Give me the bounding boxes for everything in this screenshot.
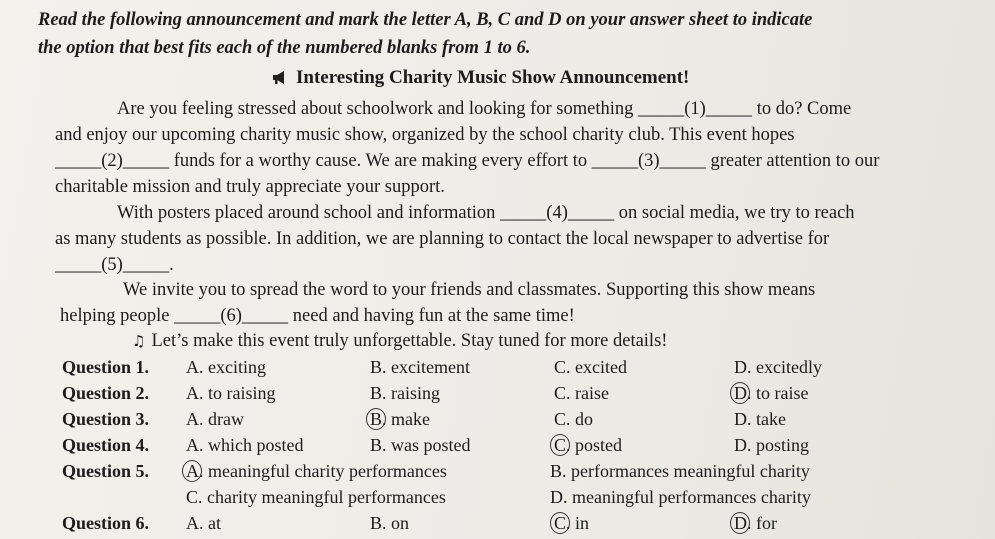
option-c[interactable]: C. do [554, 409, 594, 429]
answer-circle-mark [550, 434, 570, 456]
option-a[interactable]: A. to raising [186, 383, 276, 403]
option-c[interactable]: C. posted [554, 435, 623, 455]
p2-line-3 [55, 254, 174, 276]
p2-text-1a: With posters placed around school and information [117, 203, 496, 223]
megaphone-icon [272, 68, 286, 81]
option-a[interactable]: A. exciting [186, 357, 266, 377]
p1-text-1a: Are you feeling stressed about schoolwork and looking for something [117, 99, 634, 119]
option-c[interactable]: C. in [554, 513, 590, 533]
option-d[interactable]: D. excitedly [734, 357, 822, 377]
p3-text-2b: need and having fun at the same time! [292, 306, 575, 326]
p1-text-3a: funds for a worthy cause. We are making every effort to [173, 151, 588, 171]
music-notes-icon: ♫ [132, 332, 146, 350]
question-label: Question 5. [62, 461, 150, 481]
option-d[interactable]: D. to raise [734, 383, 809, 403]
blank-2: _____(2)_____ [55, 151, 170, 171]
option-d[interactable]: D. take [734, 409, 786, 429]
p1-line-1 [117, 98, 851, 120]
closing-line [132, 330, 667, 352]
p3-line-2 [60, 305, 575, 327]
blank-6: _____(6)_____ [174, 306, 289, 326]
announcement-title: Interesting Charity Music Show Announcement! [296, 67, 690, 88]
question-label: Question 3. [62, 409, 150, 429]
p1-text-1b: to do? Come [756, 99, 852, 119]
answer-circle-mark [182, 460, 202, 482]
option-c[interactable]: C. excited [554, 357, 627, 377]
option-a[interactable]: A. draw [186, 409, 244, 429]
p3-line-1: We invite you to spread the word to your friends and classmates. Supporting this show means [123, 280, 816, 300]
p1-line-2: and enjoy our upcoming charity music show, organized by the school charity club. This event hopes [55, 125, 795, 145]
option-b[interactable]: B. on [370, 513, 410, 533]
option-b[interactable]: B. was posted [370, 435, 471, 455]
closing-text: Let’s make this event truly unforgettable. Stay tuned for more details! [151, 331, 668, 351]
option-d[interactable]: D. for [734, 513, 777, 533]
p2-line-1 [117, 202, 855, 224]
blank-3: _____(3)_____ [591, 151, 706, 171]
option-a[interactable]: A. meaningful charity performances [186, 461, 447, 481]
option-b[interactable]: B. raising [370, 383, 440, 403]
p1-line-3 [55, 150, 879, 172]
p1-text-3b: greater attention to our [710, 151, 880, 171]
answer-circle-mark [730, 512, 750, 534]
option-a[interactable]: A. at [186, 513, 221, 533]
option-d[interactable]: D. meaningful performances charity [550, 487, 811, 507]
question-label: Question 6. [62, 513, 150, 533]
question-label: Question 2. [62, 383, 150, 403]
p2-line-2: as many students as possible. In addition, we are planning to contact the local newspaper to advertise for [55, 229, 830, 249]
option-a[interactable]: A. which posted [186, 435, 304, 455]
option-c[interactable]: C. raise [554, 383, 609, 403]
option-d[interactable]: D. posting [734, 435, 810, 455]
p2-text-1b: on social media, we try to reach [618, 203, 855, 223]
instructions-line-2: the option that best fits each of the numbered blanks from 1 to 6. [38, 38, 531, 58]
answer-circle-mark [730, 382, 750, 404]
answer-circle-mark [366, 408, 386, 430]
option-b[interactable]: B. performances meaningful charity [550, 461, 810, 481]
question-label: Question 4. [62, 435, 150, 455]
announcement-title-row [272, 67, 689, 89]
option-b[interactable]: B. excitement [370, 357, 470, 377]
p1-line-4: charitable mission and truly appreciate your support. [55, 177, 445, 197]
option-c[interactable]: C. charity meaningful performances [186, 487, 446, 507]
question-label: Question 1. [62, 357, 150, 377]
blank-5: _____(5)_____. [55, 255, 174, 275]
option-b[interactable]: B. make [370, 409, 430, 429]
p3-text-2a: helping people [60, 306, 170, 326]
answer-circle-mark [550, 512, 570, 534]
blank-4: _____(4)_____ [500, 203, 615, 223]
instructions-line-1: Read the following announcement and mark the letter A, B, C and D on your answer sheet to indicate [38, 10, 813, 30]
blank-1: _____(1)_____ [637, 99, 753, 119]
